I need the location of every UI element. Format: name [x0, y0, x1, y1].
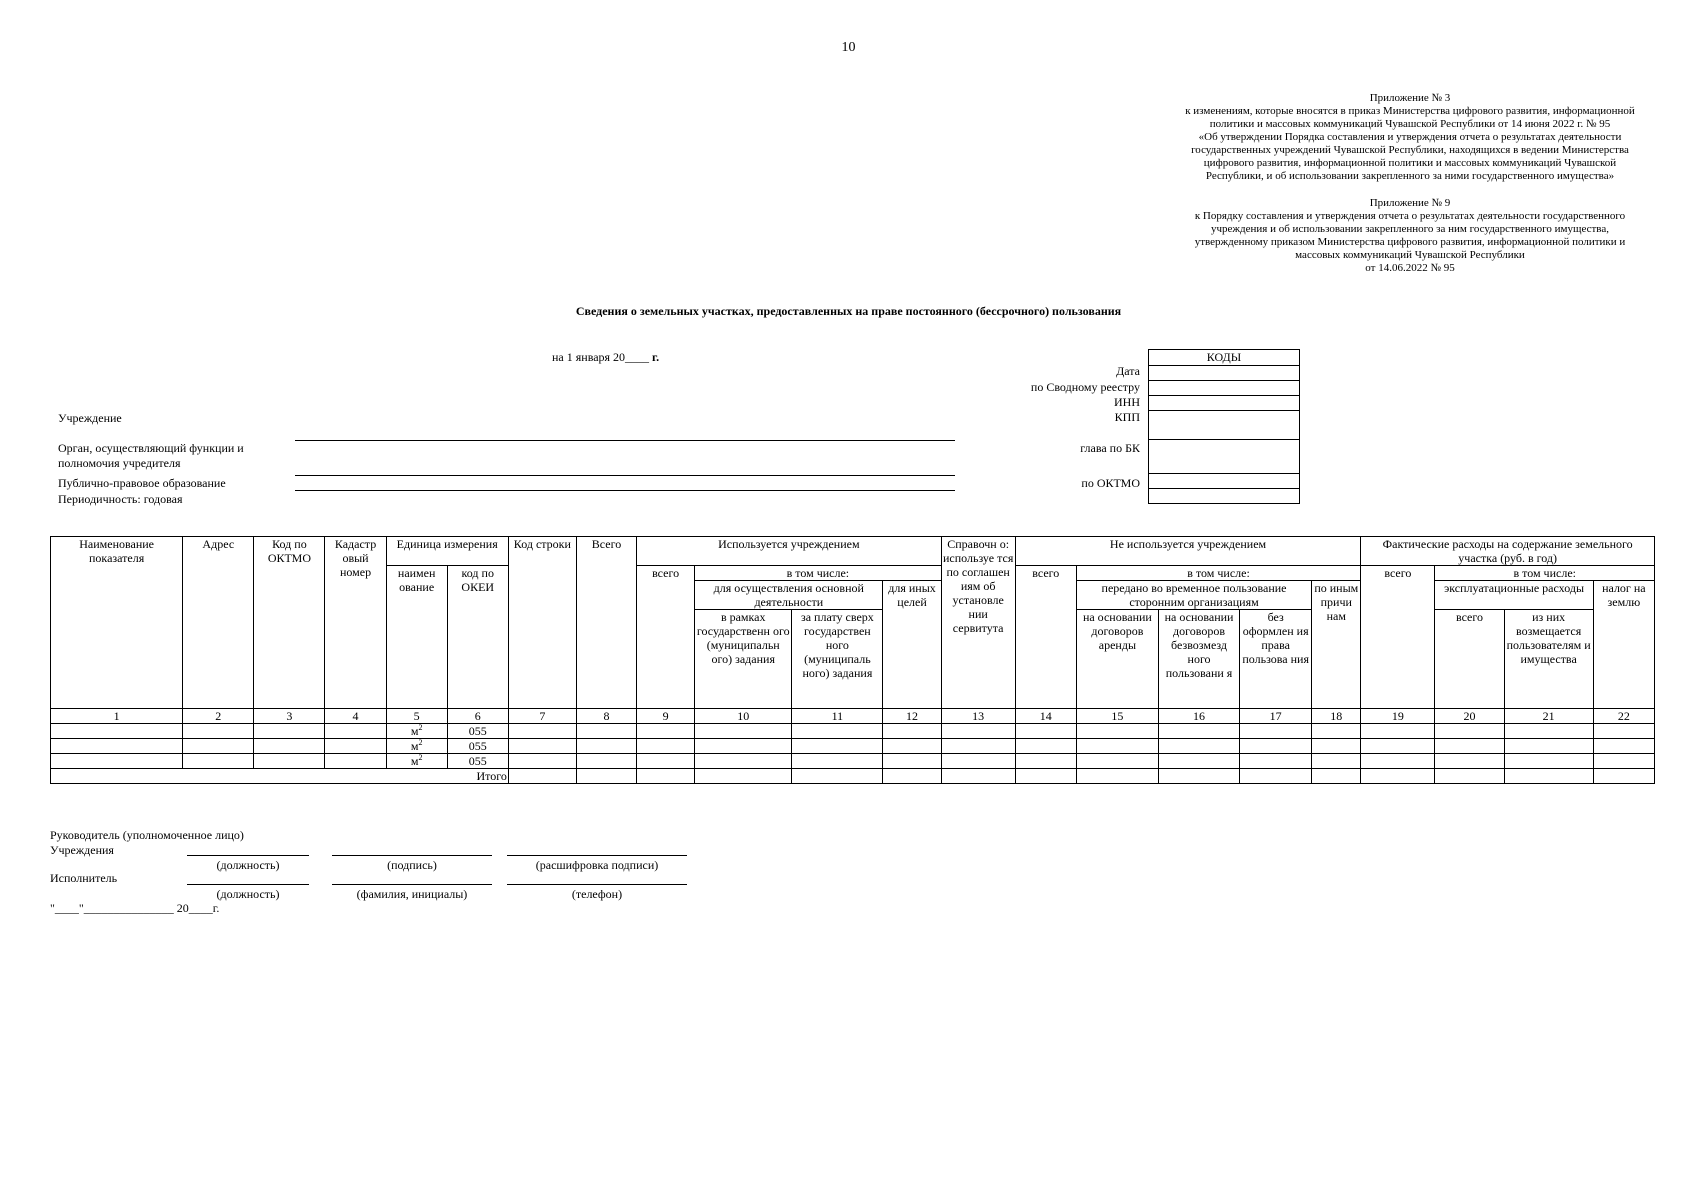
appendix-3-line: Республики, и об использовании закрепленного за ними государственного имущества» — [1205, 170, 1615, 182]
column-number: 11 — [792, 709, 883, 724]
cell-value[interactable] — [508, 739, 576, 754]
label-founder-1: Орган, осуществляющий функции и — [58, 441, 244, 455]
cell-value[interactable] — [941, 739, 1015, 754]
header-operating-costs: эксплуатационные расходы — [1435, 581, 1593, 610]
column-number: 17 — [1240, 709, 1312, 724]
total-label: Итого — [51, 769, 509, 784]
cell-total-value[interactable] — [792, 769, 883, 784]
appendix-3-block — [1160, 92, 1660, 183]
header-operating-reimbursed: из них возмещается пользователям и имущества — [1504, 610, 1593, 709]
table-row — [51, 754, 1655, 769]
column-number: 22 — [1593, 709, 1654, 724]
header-indicator-name: Наименование показателя — [51, 537, 183, 709]
cell-value[interactable] — [1361, 754, 1435, 769]
code-cell-kpp[interactable] — [1149, 411, 1300, 440]
code-cell-date[interactable] — [1149, 366, 1300, 381]
cell-okei: 055 — [447, 739, 508, 754]
cell-value[interactable] — [1435, 739, 1504, 754]
cell-value[interactable] — [508, 724, 576, 739]
cell-value[interactable] — [1076, 739, 1158, 754]
cell-value[interactable] — [576, 724, 636, 739]
caption-phone: (телефон) — [571, 887, 623, 901]
header-used: Используется учреждением — [637, 537, 942, 566]
appendix-9-block — [1160, 197, 1660, 275]
code-label-inn: ИНН — [1114, 395, 1140, 409]
head-label-2: Учреждения — [50, 843, 114, 857]
cell-value[interactable] — [941, 754, 1015, 769]
unit-text: м — [410, 754, 419, 768]
column-number: 2 — [183, 709, 254, 724]
cell-value[interactable] — [1312, 724, 1361, 739]
header-land-tax: налог на землю — [1593, 581, 1654, 709]
cell-value[interactable] — [792, 724, 883, 739]
cell-total-value[interactable] — [1593, 769, 1654, 784]
executor-position-line[interactable] — [187, 884, 309, 885]
cell-total-value[interactable] — [1435, 769, 1504, 784]
cell-value[interactable] — [1361, 739, 1435, 754]
header-costs-total: всего — [1361, 566, 1435, 709]
header-operating-total: всего — [1435, 610, 1504, 709]
page-number: 10 — [841, 40, 856, 55]
caption-position: (должность) — [216, 858, 280, 872]
cell-value[interactable] — [883, 724, 941, 739]
appendix-3-line: к изменениям, которые вносятся в приказ Министерства цифрового развития, информационной — [1185, 105, 1635, 117]
appendix-3-line: цифрового развития, информационной политики и массовых коммуникаций Чувашской — [1203, 157, 1617, 169]
header-used-other-purposes: для иных целей — [883, 581, 941, 709]
appendix-9-line: массовых коммуникаций Чувашской Республики — [1295, 249, 1525, 261]
code-cell-registry[interactable] — [1149, 381, 1300, 396]
signature-date[interactable]: "____"_______________ 20____г. — [50, 901, 220, 915]
land-plots-table — [50, 536, 1655, 784]
header-unit-okei: код по ОКЕИ — [447, 566, 508, 709]
cell-value[interactable] — [1504, 724, 1593, 739]
executor-name-line[interactable] — [332, 884, 492, 885]
header-used-main-activity: для осуществления основной деятельности — [695, 581, 883, 610]
column-number: 16 — [1158, 709, 1239, 724]
head-label-1: Руководитель (уполномоченное лицо) — [50, 828, 244, 842]
header-not-used-total: всего — [1015, 566, 1076, 709]
appendix-9-line: Приложение № 9 — [1369, 197, 1451, 209]
header-used-including: в том числе: — [695, 566, 941, 581]
cell-value[interactable] — [695, 724, 792, 739]
caption-name: (фамилия, инициалы) — [356, 887, 468, 901]
cell-value[interactable] — [1593, 724, 1654, 739]
column-number: 14 — [1015, 709, 1076, 724]
cell-value[interactable] — [637, 724, 695, 739]
header-total: Всего — [576, 537, 636, 709]
cell-value[interactable] — [1015, 724, 1076, 739]
cell-value[interactable] — [576, 754, 636, 769]
column-number: 4 — [325, 709, 386, 724]
column-number: 13 — [941, 709, 1015, 724]
cell-value[interactable] — [637, 754, 695, 769]
cell-value[interactable] — [1435, 724, 1504, 739]
cell-total-value[interactable] — [637, 769, 695, 784]
column-number: 15 — [1076, 709, 1158, 724]
column-number: 21 — [1504, 709, 1593, 724]
column-number: 19 — [1361, 709, 1435, 724]
column-number: 1 — [51, 709, 183, 724]
header-costs-including: в том числе: — [1435, 566, 1655, 581]
total-row — [51, 769, 1655, 784]
cell-value[interactable] — [508, 754, 576, 769]
appendix-3-line: политики и массовых коммуникаций Чувашской Республики от 14 июня 2022 г. № 95 — [1209, 118, 1611, 130]
institution-line[interactable] — [295, 440, 955, 441]
column-number: 3 — [254, 709, 325, 724]
label-periodicity: Периодичность: годовая — [58, 492, 183, 506]
cell-value[interactable] — [883, 739, 941, 754]
column-number: 18 — [1312, 709, 1361, 724]
cell-address[interactable] — [183, 724, 254, 739]
cell-address[interactable] — [183, 739, 254, 754]
cell-address[interactable] — [183, 754, 254, 769]
cell-total-value[interactable] — [1015, 769, 1076, 784]
appendix-3-line: Приложение № 3 — [1369, 92, 1451, 104]
report-date-suffix: г. — [652, 350, 660, 364]
cell-value[interactable] — [1593, 739, 1654, 754]
header-used-total: всего — [637, 566, 695, 709]
cell-indicator-name[interactable] — [51, 754, 183, 769]
appendix-9-line: к Порядку составления и утверждения отчета о результатах деятельности государственного — [1194, 210, 1626, 222]
cell-value[interactable] — [1015, 754, 1076, 769]
appendix-9-line: учреждения и об использовании закрепленного за ним государственного имущества, — [1211, 223, 1609, 235]
cell-total-value[interactable] — [1312, 769, 1361, 784]
table-row — [51, 739, 1655, 754]
report-date — [552, 350, 659, 365]
cell-value[interactable] — [1435, 754, 1504, 769]
column-number: 20 — [1435, 709, 1504, 724]
cell-unit-name — [386, 724, 447, 739]
header-cadastral-number: Кадастр овый номер — [325, 537, 386, 709]
founder-line[interactable] — [295, 475, 955, 476]
cell-value[interactable] — [1361, 724, 1435, 739]
cell-okei: 055 — [447, 754, 508, 769]
cell-total-value[interactable] — [1076, 769, 1158, 784]
cell-value[interactable] — [1593, 754, 1654, 769]
header-not-used-including: в том числе: — [1076, 566, 1360, 581]
cell-oktmo[interactable] — [254, 724, 325, 739]
cell-oktmo[interactable] — [254, 754, 325, 769]
executor-label: Исполнитель — [50, 871, 118, 885]
cell-cadastral[interactable] — [325, 754, 386, 769]
report-date-prefix: на 1 января 20____ — [552, 350, 650, 364]
column-number: 12 — [883, 709, 941, 724]
appendix-3-line: «Об утверждении Порядка составления и утверждения отчета о результатах деятельности — [1198, 131, 1622, 143]
code-label-registry: по Сводному реестру — [1030, 380, 1140, 394]
unit-text: м — [410, 739, 419, 753]
header-not-used: Не используется учреждением — [1015, 537, 1361, 566]
header-other-reasons: по иным причи нам — [1312, 581, 1361, 709]
column-number: 7 — [508, 709, 576, 724]
appendix-3-line: государственных учреждений Чувашской Республики, находящихся в ведении Министерства — [1191, 144, 1629, 156]
header-unit-name: наимен ование — [386, 566, 447, 709]
header-reference-servitude: Справочн о: используе тся по соглашен иям об установле нии сервитута — [941, 537, 1015, 709]
cell-value[interactable] — [1240, 739, 1312, 754]
cell-unit-name — [386, 754, 447, 769]
code-label-bk-chapter: глава по БК — [1080, 441, 1140, 455]
code-cell-oktmo[interactable] — [1149, 474, 1300, 489]
cell-indicator-name[interactable] — [51, 739, 183, 754]
unit-superscript: 2 — [418, 753, 423, 762]
code-label-oktmo: по ОКТМО — [1081, 476, 1140, 490]
cell-indicator-name[interactable] — [51, 724, 183, 739]
cell-value[interactable] — [1158, 739, 1239, 754]
document-title: Сведения о земельных участках, предоставленных на праве постоянного (бессрочного) пользования — [575, 304, 1122, 318]
cell-value[interactable] — [695, 754, 792, 769]
cell-value[interactable] — [883, 754, 941, 769]
cell-total-value[interactable] — [576, 769, 636, 784]
caption-signature: (подпись) — [387, 858, 437, 872]
appendix-9-line: утвержденному приказом Министерства цифрового развития, информационной политики и — [1194, 236, 1626, 248]
label-public-entity: Публично-правовое образование — [58, 476, 226, 490]
header-unit: Единица измерения — [386, 537, 508, 566]
cell-unit-name — [386, 739, 447, 754]
cell-total-value[interactable] — [1361, 769, 1435, 784]
code-cell-inn[interactable] — [1149, 396, 1300, 411]
cell-okei: 055 — [447, 724, 508, 739]
cell-value[interactable] — [1312, 739, 1361, 754]
unit-text: м — [410, 724, 419, 738]
executor-phone-line[interactable] — [507, 884, 687, 885]
cell-total-value[interactable] — [883, 769, 941, 784]
column-number: 8 — [576, 709, 636, 724]
code-cell-bk-chapter[interactable] — [1149, 440, 1300, 474]
cell-cadastral[interactable] — [325, 739, 386, 754]
cell-value[interactable] — [1504, 739, 1593, 754]
unit-superscript: 2 — [418, 723, 423, 732]
cell-total-value[interactable] — [1504, 769, 1593, 784]
cell-value[interactable] — [1015, 739, 1076, 754]
cell-value[interactable] — [941, 724, 1015, 739]
cell-total-value[interactable] — [695, 769, 792, 784]
header-address: Адрес — [183, 537, 254, 709]
header-free-use-agreements: на основании договоров безвозмезд ного пользовани я — [1158, 610, 1239, 709]
header-lease-agreements: на основании договоров аренды — [1076, 610, 1158, 709]
cell-value[interactable] — [1504, 754, 1593, 769]
codes-table — [1148, 349, 1300, 504]
cell-value[interactable] — [1076, 724, 1158, 739]
header-oktmo-code: Код по ОКТМО — [254, 537, 325, 709]
cell-total-value[interactable] — [1240, 769, 1312, 784]
codes-header: КОДЫ — [1149, 350, 1300, 366]
caption-position-2: (должность) — [216, 887, 280, 901]
cell-value[interactable] — [1240, 754, 1312, 769]
header-temporary-use: передано во временное пользование сторонним организациям — [1076, 581, 1311, 610]
cell-value[interactable] — [1158, 724, 1239, 739]
code-cell-extra[interactable] — [1149, 489, 1300, 504]
head-position-line[interactable] — [187, 855, 309, 856]
head-decoding-line[interactable] — [507, 855, 687, 856]
cell-value[interactable] — [792, 739, 883, 754]
header-state-task: в рамках государственн ого (муниципальн ого) задания — [695, 610, 792, 709]
unit-superscript: 2 — [418, 738, 423, 747]
header-line-code: Код строки — [508, 537, 576, 709]
header-actual-costs: Фактические расходы на содержание земельного участка (руб. в год) — [1361, 537, 1655, 566]
cell-cadastral[interactable] — [325, 724, 386, 739]
code-label-date: Дата — [1116, 364, 1140, 378]
column-number: 6 — [447, 709, 508, 724]
header-paid-over-task: за плату сверх государствен ного (муниципаль ного) задания — [792, 610, 883, 709]
cell-value[interactable] — [792, 754, 883, 769]
cell-value[interactable] — [1240, 724, 1312, 739]
cell-value[interactable] — [576, 739, 636, 754]
table-row — [51, 724, 1655, 739]
public-entity-line[interactable] — [295, 490, 955, 491]
head-signature-line[interactable] — [332, 855, 492, 856]
cell-value[interactable] — [1312, 754, 1361, 769]
cell-value[interactable] — [695, 739, 792, 754]
cell-oktmo[interactable] — [254, 739, 325, 754]
column-numbers-row — [51, 709, 1655, 724]
cell-value[interactable] — [1076, 754, 1158, 769]
header-no-use-right: без оформлен ия права пользова ния — [1240, 610, 1312, 709]
column-number: 5 — [386, 709, 447, 724]
column-number: 10 — [695, 709, 792, 724]
cell-total-value[interactable] — [1158, 769, 1239, 784]
appendix-9-line: от 14.06.2022 № 95 — [1365, 262, 1455, 274]
label-institution: Учреждение — [58, 411, 122, 425]
cell-value[interactable] — [637, 739, 695, 754]
column-number: 9 — [637, 709, 695, 724]
label-founder-2: полномочия учредителя — [58, 456, 181, 470]
caption-decoding: (расшифровка подписи) — [535, 858, 659, 872]
code-label-kpp: КПП — [1114, 410, 1140, 424]
cell-value[interactable] — [1158, 754, 1239, 769]
cell-total-value[interactable] — [941, 769, 1015, 784]
cell-total-value[interactable] — [508, 769, 576, 784]
